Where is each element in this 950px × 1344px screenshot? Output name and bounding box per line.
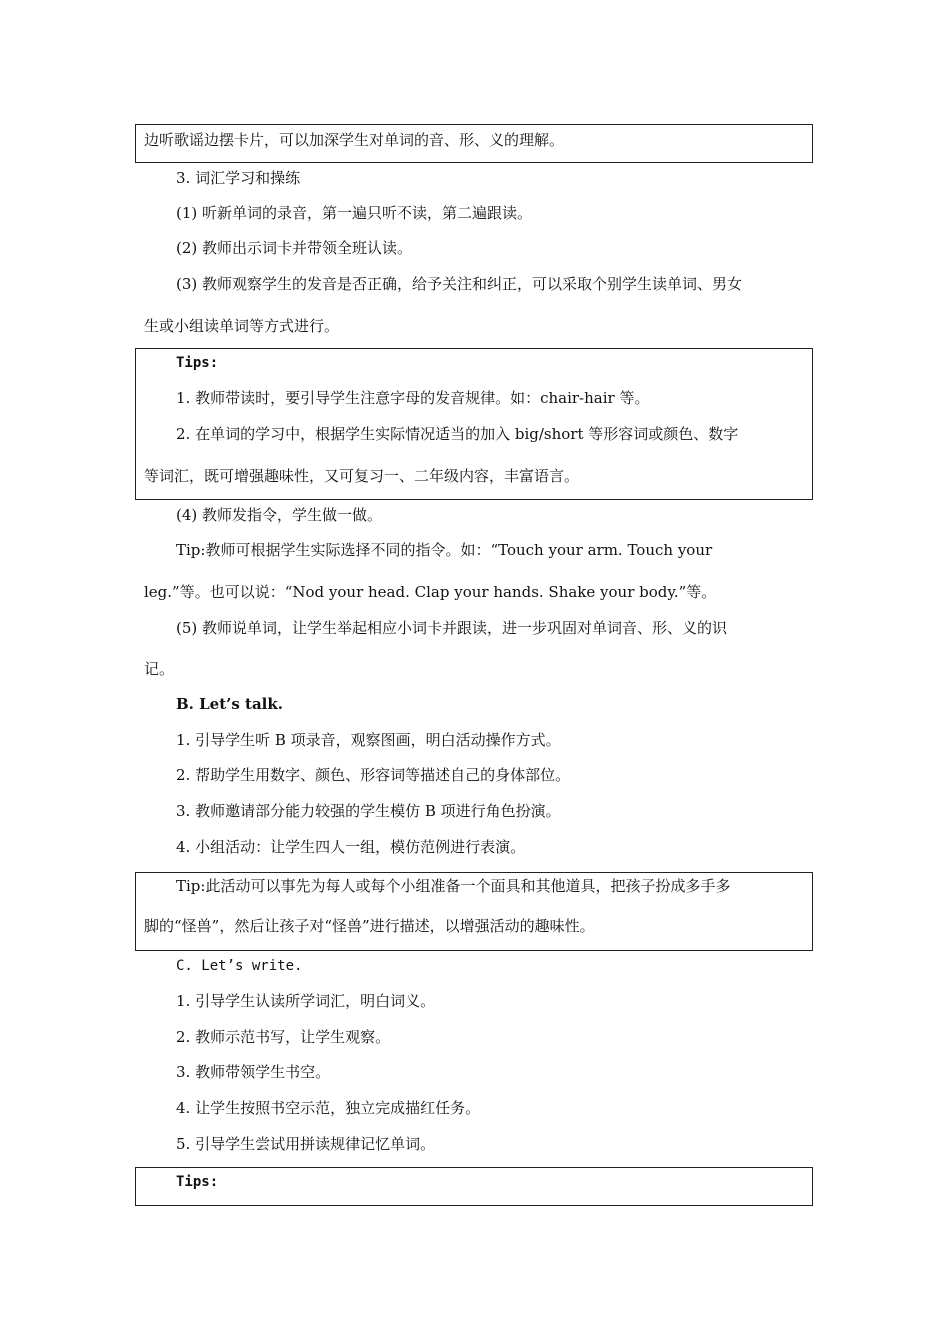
step-2: (2) 教师出示词卡并带领全班认读。 [176, 239, 413, 257]
tip-box-2-line-1: Tip:此活动可以事先为每人或每个小组准备一个面具和其他道具，把孩子扮成多手多 [176, 877, 731, 895]
tips-box-3 [135, 1167, 813, 1206]
step-3-line-2: 生或小组读单词等方式进行。 [144, 317, 340, 335]
step-5-line-2: 记。 [144, 660, 175, 678]
tips-box-3-title: Tips: [176, 1174, 219, 1190]
tips-box-1-item-2-line-2: 等词汇，既可增强趣味性，又可复习一、二年级内容，丰富语言。 [144, 467, 580, 485]
write-item-2: 2. 教师示范书写，让学生观察。 [176, 1028, 391, 1046]
write-item-3: 3. 教师带领学生书空。 [176, 1063, 331, 1081]
section-c-heading: C. Let’s write. [176, 958, 303, 974]
section-3-heading: 3. 词汇学习和操练 [176, 169, 301, 187]
section-b-heading: B. Let’s talk. [176, 695, 283, 713]
step-4: (4) 教师发指令，学生做一做。 [176, 506, 383, 524]
talk-item-3: 3. 教师邀请部分能力较强的学生模仿 B 项进行角色扮演。 [176, 802, 561, 820]
tip-box-2-line-2: 脚的“怪兽”，然后让孩子对“怪兽”进行描述，以增强活动的趣味性。 [144, 917, 595, 935]
note-box-top-text: 边听歌谣边摆卡片，可以加深学生对单词的音、形、义的理解。 [144, 131, 565, 149]
talk-item-2: 2. 帮助学生用数字、颜色、形容词等描述自己的身体部位。 [176, 766, 571, 784]
step-3-line-1: (3) 教师观察学生的发音是否正确，给予关注和纠正，可以采取个别学生读单词、男女 [176, 275, 743, 293]
write-item-5: 5. 引导学生尝试用拼读规律记忆单词。 [176, 1135, 436, 1153]
write-item-4: 4. 让学生按照书空示范，独立完成描红任务。 [176, 1099, 481, 1117]
tip-commands-line-2: leg.”等。也可以说：“Nod your head. Clap your hands. Shake your body.”等。 [144, 583, 717, 601]
tips-box-1-item-2-line-1: 2. 在单词的学习中，根据学生实际情况适当的加入 big/short 等形容词或颜色、数字 [176, 425, 739, 443]
tip-commands-line-1: Tip:教师可根据学生实际选择不同的指令。如：“Touch your arm. Touch your [176, 541, 713, 559]
step-5-line-1: (5) 教师说单词，让学生举起相应小词卡并跟读，进一步巩固对单词音、形、义的识 [176, 619, 728, 637]
talk-item-1: 1. 引导学生听 B 项录音，观察图画，明白活动操作方式。 [176, 731, 561, 749]
talk-item-4: 4. 小组活动：让学生四人一组，模仿范例进行表演。 [176, 838, 526, 856]
step-1: (1) 听新单词的录音，第一遍只听不读，第二遍跟读。 [176, 204, 533, 222]
tips-box-1-item-1: 1. 教师带读时，要引导学生注意字母的发音规律。如：chair-hair 等。 [176, 389, 650, 407]
tips-box-1-title: Tips: [176, 355, 219, 371]
write-item-1: 1. 引导学生认读所学词汇，明白词义。 [176, 992, 436, 1010]
